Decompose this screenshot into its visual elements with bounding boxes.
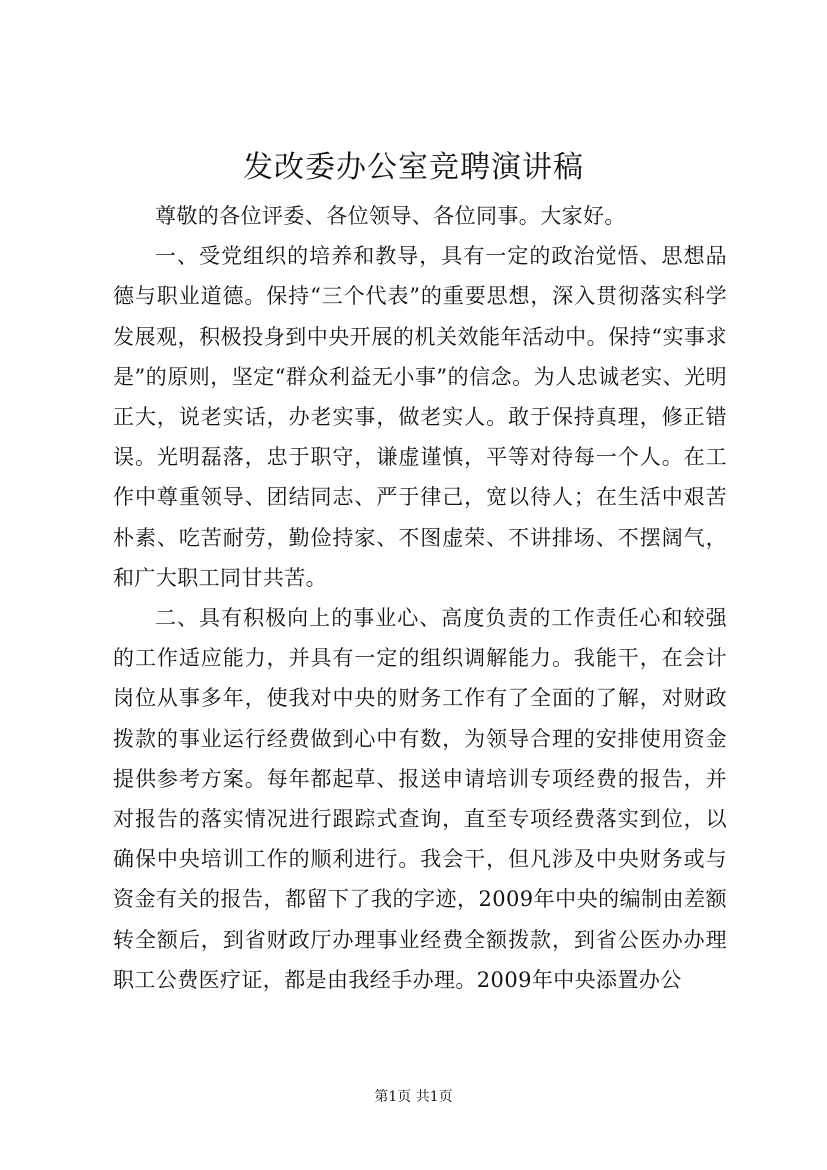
document-body xyxy=(113,196,727,1000)
section-two-paragraph: 二、具有积极向上的事业心、高度负责的工作责任心和较强的工作适应能力，并具有一定的组织调解能力。我能干，在会计岗位从事多年，使我对中央的财务工作有了全面的了解，对财政拨款的事业运行经费做到心中有数，为领导合理的安排使用资金提供参考方案。每年都起草、报送申请培训专项经费的报告，并对报告的落实情况进行跟踪式查询，直至专项经费落实到位，以确保中央培训工作的顺利进行。我会干，但凡涉及中央财务或与资金有关的报告，都留下了我的字迹，2009年中央的编制由差额转全额后，到省财政厅办理事业经费全额拨款，到省公医办办理职工公费医疗证，都是由我经手办理。2009年中央添置办公 xyxy=(113,606,727,992)
greeting-paragraph: 尊敬的各位评委、各位领导、各位同事。大家好。 xyxy=(155,204,626,228)
page-footer: 第1页 共1页 xyxy=(374,1089,453,1105)
document-title: 发改委办公室竞聘演讲稿 xyxy=(243,150,584,185)
section-one-paragraph: 一、受党组织的培养和教导，具有一定的政治觉悟、思想品德与职业道德。保持“三个代表”的重要思想，深入贯彻落实科学发展观，积极投身到中央开展的机关效能年活动中。保持“实事求是”的原则，坚定“群众利益无小事”的信念。为人忠诚老实、光明正大，说老实话，办老实事，做老实人。敢于保持真理，修正错误。光明磊落，忠于职守，谦虚谨慎，平等对待每一个人。在工作中尊重领导、团结同志、严于律己，宽以待人；在生活中艰苦朴素、吃苦耐劳，勤俭持家、不图虚荣、不讲排场、不摆阔气，和广大职工同甘共苦。 xyxy=(113,244,727,590)
